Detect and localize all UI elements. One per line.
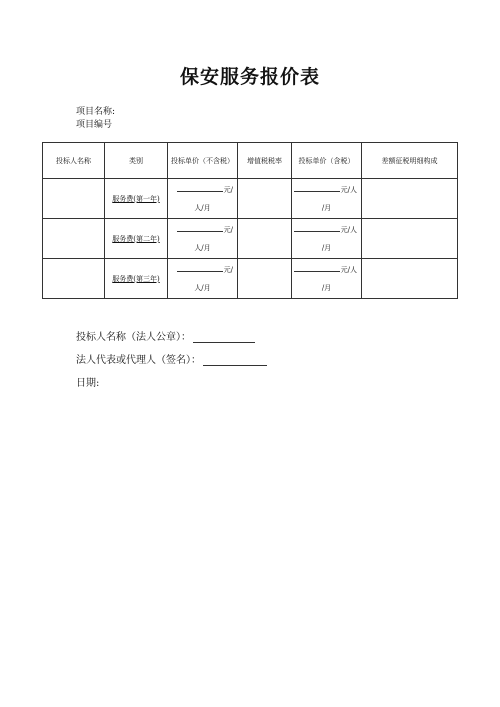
price-unit-suffix: /月 bbox=[321, 244, 332, 252]
page-title: 保安服务报价表 bbox=[179, 66, 320, 88]
price-unit: 元/人 bbox=[340, 186, 357, 194]
price-unit: 元/人 bbox=[340, 226, 357, 234]
category-label: 服务费(第一年) bbox=[112, 194, 160, 203]
category-cell bbox=[105, 219, 168, 259]
price-unit-suffix: /月 bbox=[321, 204, 332, 212]
tax-detail-cell[interactable] bbox=[362, 219, 458, 259]
unit-price-incl-tax-cell[interactable] bbox=[292, 259, 362, 299]
table-header-row bbox=[43, 143, 458, 179]
date-label: 日期: bbox=[76, 378, 100, 389]
category-label: 服务费(第三年) bbox=[112, 274, 160, 283]
bidder-seal-blank[interactable] bbox=[193, 332, 255, 343]
price-blank[interactable] bbox=[177, 224, 223, 232]
price-unit-suffix: /月 bbox=[321, 284, 332, 292]
bidder-seal-label: 投标人名称（法人公章）： bbox=[76, 332, 191, 343]
table-row bbox=[43, 179, 458, 219]
tax-detail-cell[interactable] bbox=[362, 259, 458, 299]
tax-detail-cell[interactable] bbox=[362, 179, 458, 219]
bidder-cell[interactable] bbox=[43, 179, 105, 219]
price-unit: 元/ bbox=[223, 186, 233, 194]
price-blank[interactable] bbox=[177, 184, 223, 192]
category-label: 服务费(第二年) bbox=[112, 234, 160, 243]
price-unit-suffix: 人/月 bbox=[194, 284, 211, 292]
header-vat-rate: 增值税税率 bbox=[238, 143, 292, 179]
price-blank[interactable] bbox=[294, 184, 340, 192]
header-unit-price-excl-tax: 投标单价（不含税） bbox=[168, 143, 238, 179]
unit-price-incl-tax-cell[interactable] bbox=[292, 179, 362, 219]
price-unit: 元/ bbox=[223, 226, 233, 234]
project-number-label: 项目编号 bbox=[76, 120, 113, 130]
category-cell bbox=[105, 179, 168, 219]
unit-price-excl-tax-cell[interactable] bbox=[168, 259, 238, 299]
unit-price-excl-tax-cell[interactable] bbox=[168, 219, 238, 259]
table-row bbox=[43, 219, 458, 259]
vat-rate-cell[interactable] bbox=[238, 259, 292, 299]
table-row bbox=[43, 259, 458, 299]
quote-table bbox=[42, 142, 458, 299]
header-bidder-name: 投标人名称 bbox=[43, 143, 105, 179]
project-name-label: 项目名称: bbox=[76, 107, 116, 117]
price-unit-suffix: 人/月 bbox=[194, 204, 211, 212]
price-unit-suffix: 人/月 bbox=[194, 244, 211, 252]
representative-signature-label: 法人代表或代理人（签名）： bbox=[76, 355, 201, 366]
bidder-seal-line bbox=[76, 328, 255, 343]
vat-rate-cell[interactable] bbox=[238, 179, 292, 219]
price-unit: 元/ bbox=[223, 266, 233, 274]
price-blank[interactable] bbox=[294, 224, 340, 232]
unit-price-excl-tax-cell[interactable] bbox=[168, 179, 238, 219]
representative-signature-blank[interactable] bbox=[203, 355, 267, 366]
header-tax-detail: 差额征税明细构成 bbox=[362, 143, 458, 179]
bidder-cell[interactable] bbox=[43, 259, 105, 299]
vat-rate-cell[interactable] bbox=[238, 219, 292, 259]
price-blank[interactable] bbox=[177, 264, 223, 272]
price-unit: 元/人 bbox=[340, 266, 357, 274]
unit-price-incl-tax-cell[interactable] bbox=[292, 219, 362, 259]
bidder-cell[interactable] bbox=[43, 219, 105, 259]
header-category: 类别 bbox=[105, 143, 168, 179]
representative-signature-line bbox=[76, 351, 267, 366]
category-cell bbox=[105, 259, 168, 299]
header-unit-price-incl-tax: 投标单价（含税） bbox=[292, 143, 362, 179]
date-line bbox=[76, 374, 99, 389]
price-blank[interactable] bbox=[294, 264, 340, 272]
